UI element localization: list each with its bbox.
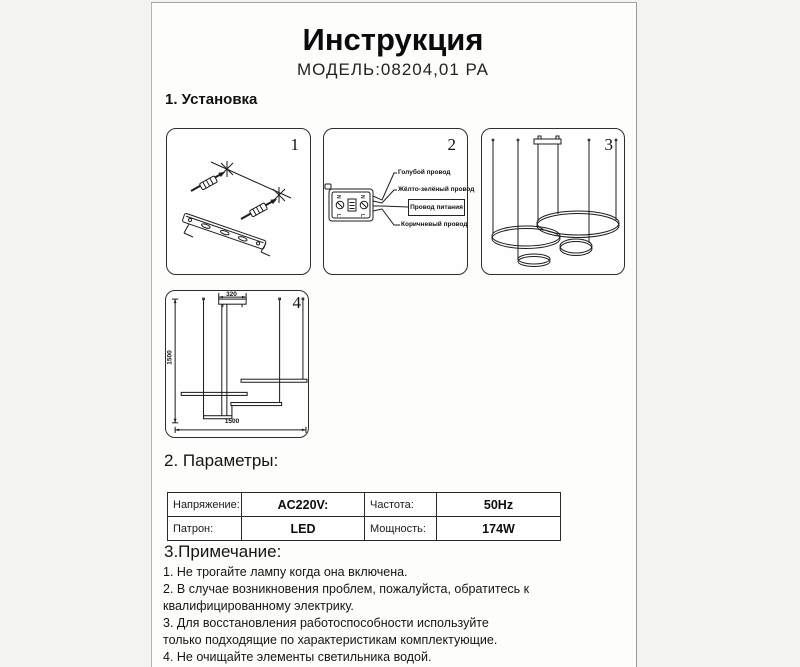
- dimension-diagram: [166, 291, 308, 437]
- section-heading-installation: 1. Установка: [165, 91, 258, 108]
- terminal-n-left: N: [335, 195, 341, 199]
- param-value-voltage: AC220V:: [241, 493, 364, 516]
- note-line-6: 4. Не очищайте элементы светильника водой.: [163, 650, 432, 664]
- dimension-height: 1500: [166, 350, 174, 365]
- document-title: Инструкция: [302, 22, 484, 57]
- notes-list: [163, 564, 529, 666]
- dimension-width: 1500: [224, 418, 240, 425]
- param-label-power: Мощность:: [364, 516, 436, 540]
- param-label-frequency: Частота:: [364, 493, 436, 516]
- terminal-l-left: L: [335, 214, 341, 218]
- param-label-socket: Патрон:: [168, 516, 241, 540]
- panel-number-3: 3: [604, 135, 613, 154]
- mounting-bracket-diagram: [167, 129, 310, 274]
- note-line-5: только подходящие по характеристикам комплектующие.: [163, 633, 498, 647]
- param-value-frequency: 50Hz: [436, 493, 560, 516]
- terminal-n-right: N: [359, 195, 365, 199]
- model-number: МОДЕЛЬ:08204,01 PA: [297, 60, 489, 79]
- note-line-2: 2. В случае возникновения проблем, пожалуйста, обратитесь к: [163, 582, 530, 596]
- panel-number-1: 1: [290, 135, 299, 154]
- panel-number-4: 4: [292, 293, 301, 312]
- wire-label-power: Провод питания: [408, 199, 465, 216]
- section-heading-notes: 3.Примечание:: [164, 542, 282, 561]
- param-label-voltage: Напряжение:: [173, 498, 240, 511]
- terminal-l-right: L: [359, 214, 365, 218]
- param-value-power: 174W: [436, 516, 560, 540]
- install-step2-panel: [323, 128, 475, 275]
- chandelier-diagram: [482, 129, 624, 274]
- wire-label-brown: Коричневый провод: [401, 221, 468, 228]
- note-line-3: квалифицированному электрику.: [163, 599, 354, 613]
- install-step4-panel: [165, 290, 309, 438]
- wire-label-yellow-green: Жёлто-зелёный провод: [398, 186, 475, 193]
- install-step3-panel: [481, 128, 625, 275]
- dimension-canopy-width: 320: [226, 291, 237, 298]
- install-step1-panel: [166, 128, 311, 275]
- param-value-socket: LED: [241, 516, 364, 540]
- section-heading-parameters: 2. Параметры:: [164, 451, 279, 470]
- wire-label-blue: Голубой провод: [398, 169, 451, 176]
- panel-number-2: 2: [447, 135, 456, 154]
- note-line-4: 3. Для восстановления работоспособности используйте: [163, 616, 489, 630]
- note-line-1: 1. Не трогайте лампу когда она включена.: [163, 565, 408, 579]
- parameters-table: [167, 492, 561, 541]
